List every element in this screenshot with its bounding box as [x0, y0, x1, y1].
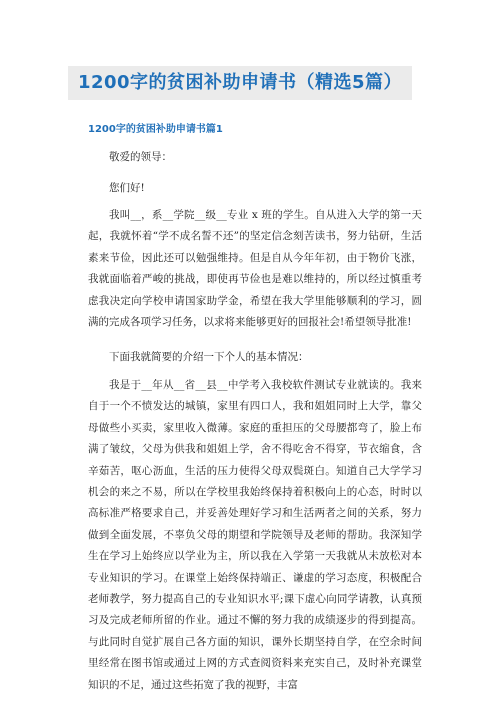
hello-text: 您们好!: [109, 182, 145, 194]
paragraph-background: [88, 375, 422, 696]
paragraph-intro: [88, 205, 422, 333]
paragraph-intro-text: 我叫__，系__学院__级__专业 x 班的学生。自从进入大学的第一天起，我就怀着“学不成名誓不还”的坚定信念刻苦读书，努力钻研，生活素来节俭，因此还可以勉强维持。但是自从今年年初，由于物价飞涨，我就面临着严峻的挑战，即使再节俭也是难以维持的，所以经过慎重考虑我决定向学校申请国家助学金，希望在我大学里能够顺利的学习，圆满的完成各项学习任务，以求将来能够更好的回报社会!希望领导批准!: [88, 209, 422, 329]
paragraph-transition-text: 下面我就简要的介绍一下个人的基本情况：: [109, 351, 309, 363]
paragraph-transition: [88, 347, 422, 368]
section-heading: 1200字的贫困补助申请书篇1: [88, 124, 223, 135]
greeting-line: [88, 147, 422, 168]
hello-line: [88, 178, 422, 199]
greeting-text: 敬爱的领导：: [109, 151, 172, 163]
document-title: 1200字的贫困补助申请书（精选5篇）: [77, 72, 403, 93]
paragraph-background-text: 我是于__年从__省__县__中学考入我校软件测试专业就读的。我来自于一个不愤发达的城镇，家里有四口人，我和姐姐同时上大学，靠父母做些小买卖，家里收入微薄。家庭的重担压的父母腰都弯了，脸上布满了皱纹，父母为供我和姐姐上学，舍不得吃舍不得穿，节衣缩食，含辛茹苦，呕心沥血，生活的压力使得父母双鬓斑白。知道自己大学学习机会的来之不易，所以在学校里我始终保持着积极向上的心态，时时以高标准严格要求自己，并妥善处理好学习和生活两者之间的关系，努力做到全面发展，不辜负父母的期望和学院领导及老师的帮助。我深知学生在学习上始终应以学业为主，所以我在入学第一天我就从未放松对本专业知识的学习。在课堂上始终保持端正、谦虚的学习态度，积极配合老师教学，努力提高自己的专业知识水平;课下虚心向同学请教，认真预习及完成老师所留的作业。通过不懈的努力我的成绩逐步的得到提高。与此同时自觉扩展自己各方面的知识，课外长期坚持自学，在空余时间里经常在图书馆或通过上网的方式查阅资料来充实自己，及时补充课堂知识的不足，通过这些拓宽了我的视野，丰富: [88, 379, 422, 691]
